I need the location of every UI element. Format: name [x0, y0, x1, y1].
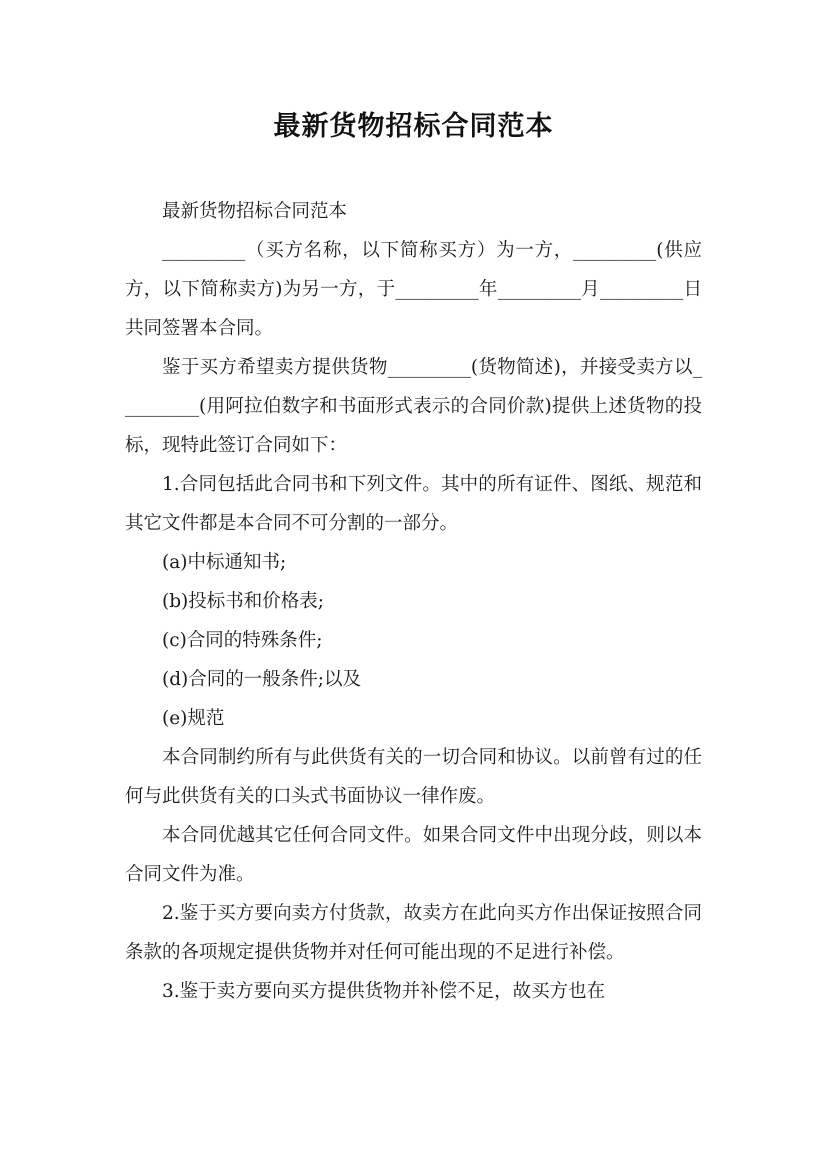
paragraph-heading: 最新货物招标合同范本	[162, 201, 348, 222]
paragraph-governing: 本合同制约所有与此供货有关的一切合同和协议。以前曾有过的任何与此供货有关的口头式书面协议一律作废。	[125, 747, 702, 807]
list-item-b: (b)投标书和价格表;	[162, 591, 325, 612]
list-item-c: (c)合同的特殊条件;	[162, 630, 323, 651]
paragraph-clause-3: 3.鉴于卖方要向买方提供货物并补偿不足，故买方也在	[162, 981, 606, 1002]
paragraph-clause-2: 2.鉴于买方要向卖方付货款，故卖方在此向买方作出保证按照合同条款的各项规定提供货物并对任何可能出现的不足进行补偿。	[125, 903, 702, 963]
document-body	[125, 192, 702, 1011]
paragraph-precedence: 本合同优越其它任何合同文件。如果合同文件中出现分歧，则以本合同文件为准。	[125, 825, 702, 885]
document-title: 最新货物招标合同范本	[273, 111, 554, 142]
list-item-d: (d)合同的一般条件;以及	[162, 669, 362, 690]
list-item-a: (a)中标通知书;	[162, 552, 287, 573]
paragraph-clause-1: 1.合同包括此合同书和下列文件。其中的所有证件、图纸、规范和其它文件都是本合同不可分割的一部分。	[125, 474, 702, 534]
paragraph-recital: 鉴于买方希望卖方提供货物_________(货物简述)，并接受卖方以_________(用阿拉伯数字和书面形式表示的合同价款)提供上述货物的投标，现特此签订合同如下：	[125, 357, 702, 456]
paragraph-parties: _________（买方名称，以下简称买方）为一方，_________(供应方，以下简称卖方)为另一方，于_________年_________月_________日共同签署本合同。	[125, 240, 702, 339]
list-item-e: (e)规范	[162, 708, 225, 729]
